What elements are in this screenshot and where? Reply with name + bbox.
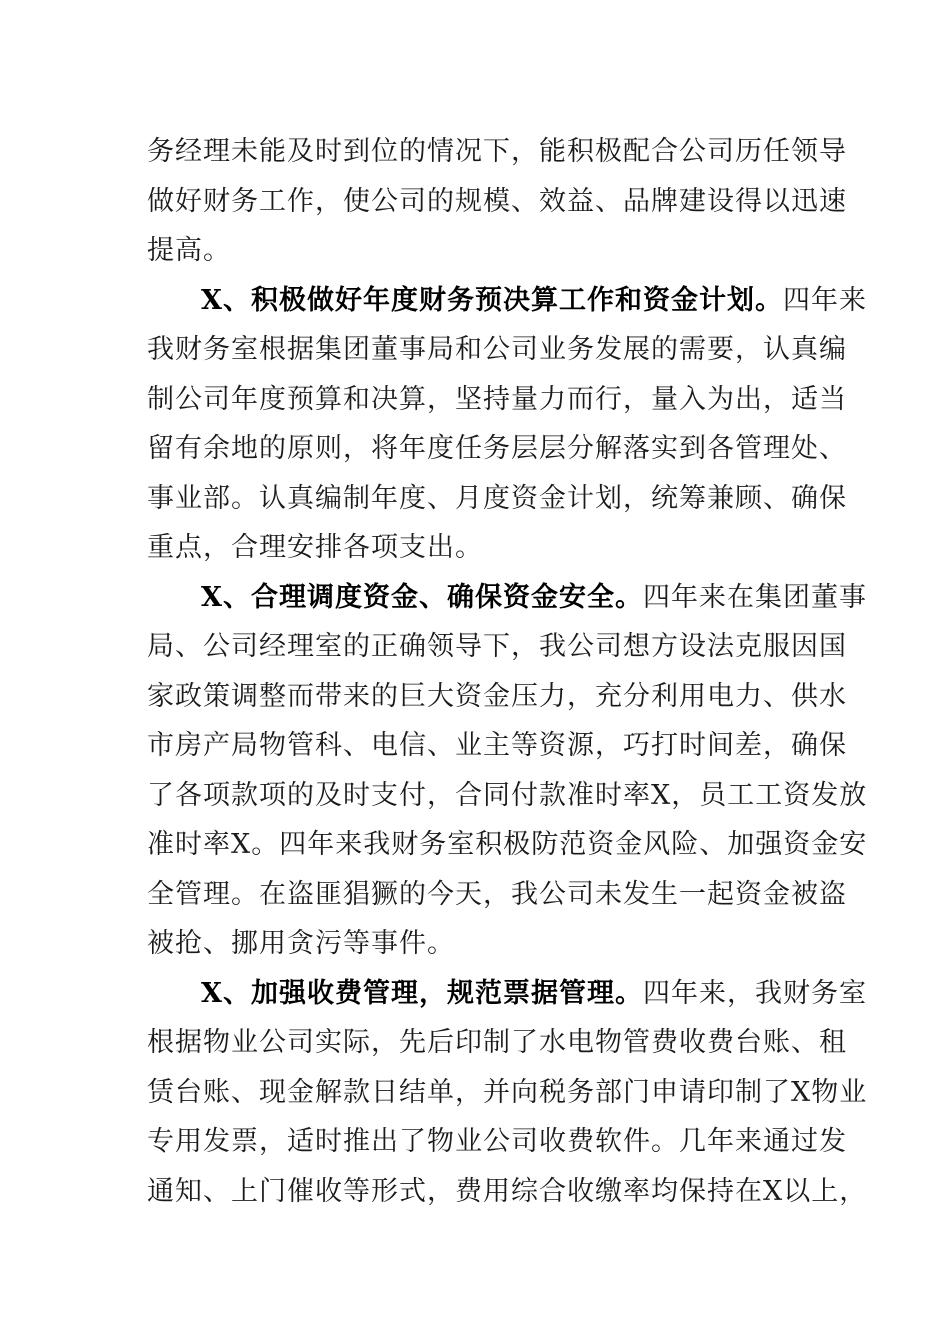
text-line [147,226,812,276]
line-text: 通知、上门催收等形式，费用综合收缴率均保持在X以上， [147,1175,868,1207]
line-text: 留有余地的原则，将年度任务层层分解落实到各管理处、 [147,433,847,464]
text-line [147,1018,847,1068]
line-text: 事业部。认真编制年度、月度资金计划，统筹兼顾、确保 [147,482,847,514]
text-line [147,1068,868,1118]
line-text: 四年来在集团董事 [642,581,867,613]
text-line [147,573,867,623]
line-text: 务经理未能及时到位的情况下，能积极配合公司历任领导 [147,136,847,167]
text-line [147,622,847,672]
line-text: 四年来 [782,284,867,316]
section-heading: X、合理调度资金、确保资金安全。 [201,581,643,613]
text-line [147,1167,868,1217]
text-line [147,177,847,227]
line-text: 制公司年度预算和决算，坚持量力而行，量入为出，适当 [147,383,847,415]
line-text: 了各项款项的及时支付，合同付款准时率X，员工工资发放 [147,779,868,811]
line-text: 市房产局物管科、电信、业主等资源，巧打时间差，确保 [147,730,847,761]
line-text: 我财务室根据集团董事局和公司业务发展的需要，认真编 [147,334,847,365]
document-body [147,127,868,1216]
text-line [147,375,847,425]
paragraph [147,969,868,1217]
section-heading: X、加强收费管理，规范票据管理。 [201,977,643,1009]
line-text: 做好财务工作，使公司的规模、效益、品牌建设得以迅速 [147,185,847,217]
line-text: 专用发票，适时推出了物业公司收费软件。几年来通过发 [147,1126,847,1157]
section-heading: X、积极做好年度财务预决算工作和资金计划。 [201,284,783,316]
line-text: 被抢、挪用贪污等事件。 [147,928,455,959]
paragraph [147,127,847,276]
text-line [147,523,812,573]
line-text: 四年来，我财务室 [642,977,867,1009]
text-line [147,721,847,771]
line-text: 赁台账、现金解款日结单，并向税务部门申请印制了X物业 [147,1076,868,1108]
text-line [147,919,812,969]
line-text: 局、公司经理室的正确领导下，我公司想方设法克服因国 [147,631,847,662]
line-text: 家政策调整而带来的巨大资金压力，充分利用电力、供水 [147,680,847,712]
text-line [147,1117,847,1167]
line-text: 提高。 [147,235,231,266]
text-line [147,870,847,920]
line-text: 准时率X。四年来我财务室积极防范资金风险、加强资金安 [147,829,868,860]
line-text: 重点，合理安排各项支出。 [147,532,483,563]
text-line [147,820,868,870]
paragraph [147,573,868,969]
paragraph [147,276,867,573]
text-line [147,969,867,1019]
line-text: 根据物业公司实际，先后印制了水电物管费收费台账、租 [147,1027,847,1058]
text-line [147,276,867,326]
text-line [147,771,868,821]
text-line [147,424,847,474]
text-line [147,474,847,524]
text-line [147,325,847,375]
text-line [147,672,847,722]
text-line [147,127,847,177]
line-text: 全管理。在盗匪猖獗的今天，我公司未发生一起资金被盗 [147,878,847,910]
